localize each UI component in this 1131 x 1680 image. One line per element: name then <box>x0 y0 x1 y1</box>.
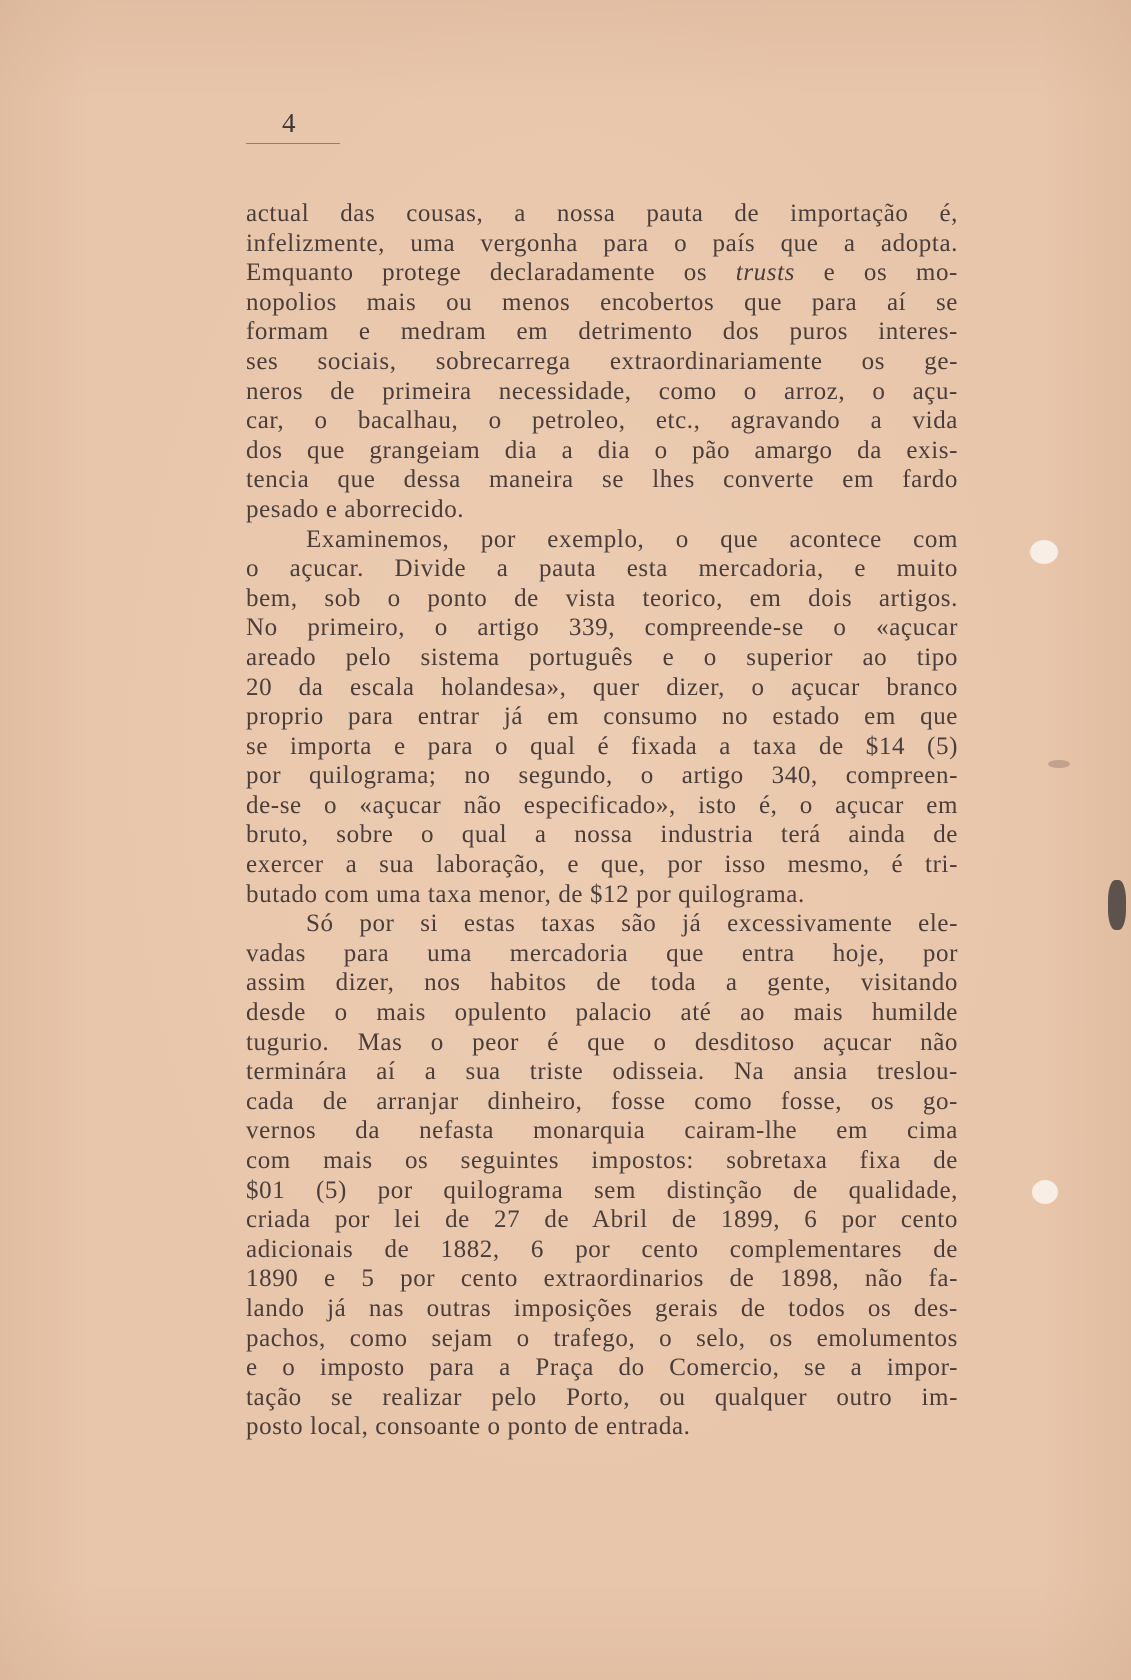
text-line: vadas para uma mercadoria que entra hoje, por <box>246 939 958 967</box>
text-line: dos que grangeiam dia a dia o pão amargo da exis- <box>246 436 958 464</box>
text-line: No primeiro, o artigo 339, compreende-se o «açucar <box>246 614 958 642</box>
binding-hole-mark <box>1030 540 1058 564</box>
text-line: formam e medram em detrimento dos puros interes- <box>246 318 958 346</box>
text-line: vernos da nefasta monarquia cairam-lhe em cima <box>246 1117 958 1145</box>
text-line: areado pelo sistema português e o superior ao tipo <box>246 643 958 671</box>
text-line: nopolios mais ou menos encobertos que para aí se <box>246 288 958 316</box>
text-line: car, o bacalhau, o petroleo, etc., agravando a vida <box>246 407 958 435</box>
text-line: e o imposto para a Praça do Comercio, se a impor- <box>246 1354 958 1382</box>
text-line: tencia que dessa maneira se lhes converte em fardo <box>246 466 958 494</box>
text-line: assim dizer, nos habitos de toda a gente, visitando <box>246 969 958 997</box>
text-line: Examinemos, por exemplo, o que acontece com <box>306 525 958 553</box>
text-line: bem, sob o ponto de vista teorico, em dois artigos. <box>246 584 958 612</box>
binding-hole-mark <box>1032 1180 1058 1204</box>
text-line: de-se o «açucar não especificado», isto é, o açucar em <box>246 791 958 819</box>
text-line: terminára aí a sua triste odisseia. Na ansia treslou- <box>246 1058 958 1086</box>
text-line: actual das cousas, a nossa pauta de importação é, <box>246 200 958 227</box>
text-line: desde o mais opulento palacio até ao mais humilde <box>246 999 958 1027</box>
body-text <box>246 199 958 1442</box>
italic-term: trusts <box>735 259 795 287</box>
text-line: com mais os seguintes impostos: sobretaxa fixa de <box>246 1147 958 1174</box>
text-line: se importa e para o qual é fixada a taxa de $14 (5) <box>246 732 958 760</box>
text-line: cada de arranjar dinheiro, fosse como fosse, os go- <box>246 1087 958 1115</box>
text-line: adicionais de 1882, 6 por cento complementares de <box>246 1235 958 1263</box>
text-line: tação se realizar pelo Porto, ou qualquer outro im- <box>246 1383 958 1411</box>
text-line: proprio para entrar já em consumo no estado em que <box>246 703 958 731</box>
text-line: lando já nas outras imposições gerais de todos os des- <box>246 1294 958 1322</box>
text-line: posto local, consoante o ponto de entrada. <box>246 1413 691 1441</box>
text-line: 20 da escala holandesa», quer dizer, o açucar branco <box>246 673 958 701</box>
text-line: $01 (5) por quilograma sem distinção de qualidade, <box>246 1176 958 1204</box>
text-line: por quilograma; no segundo, o artigo 340, compreen- <box>246 762 958 790</box>
text-line: tugurio. Mas o peor é que o desditoso açucar não <box>246 1028 958 1056</box>
text-line: ses sociais, sobrecarrega extraordinariamente os ge- <box>246 347 958 375</box>
binding-hole-mark <box>1048 760 1070 768</box>
text-line: criada por lei de 27 de Abril de 1899, 6 por cento <box>246 1206 958 1234</box>
text-line: bruto, sobre o qual a nossa industria terá ainda de <box>246 821 958 849</box>
text-line: 1890 e 5 por cento extraordinarios de 1898, não fa- <box>246 1265 958 1293</box>
text-line: exercer a sua laboração, e que, por isso mesmo, é tri- <box>246 851 958 879</box>
text-line: neros de primeira necessidade, como o arroz, o açu- <box>246 377 958 405</box>
text-line: Emquanto protege declaradamente os trusts e os mo- <box>246 259 958 287</box>
text-line: butado com uma taxa menor, de $12 por quilograma. <box>246 880 805 908</box>
text-line: Só por si estas taxas são já excessivamente ele- <box>306 910 958 938</box>
text-line: pachos, como sejam o trafego, o selo, os emolumentos <box>246 1324 958 1352</box>
binding-hole-mark <box>1108 880 1126 930</box>
page-number: 4 <box>282 108 296 138</box>
header-rule <box>246 143 340 144</box>
text-line: infelizmente, uma vergonha para o país que a adopta. <box>246 229 958 257</box>
text-line: pesado e aborrecido. <box>246 495 465 523</box>
text-line: o açucar. Divide a pauta esta mercadoria, e muito <box>246 555 958 583</box>
